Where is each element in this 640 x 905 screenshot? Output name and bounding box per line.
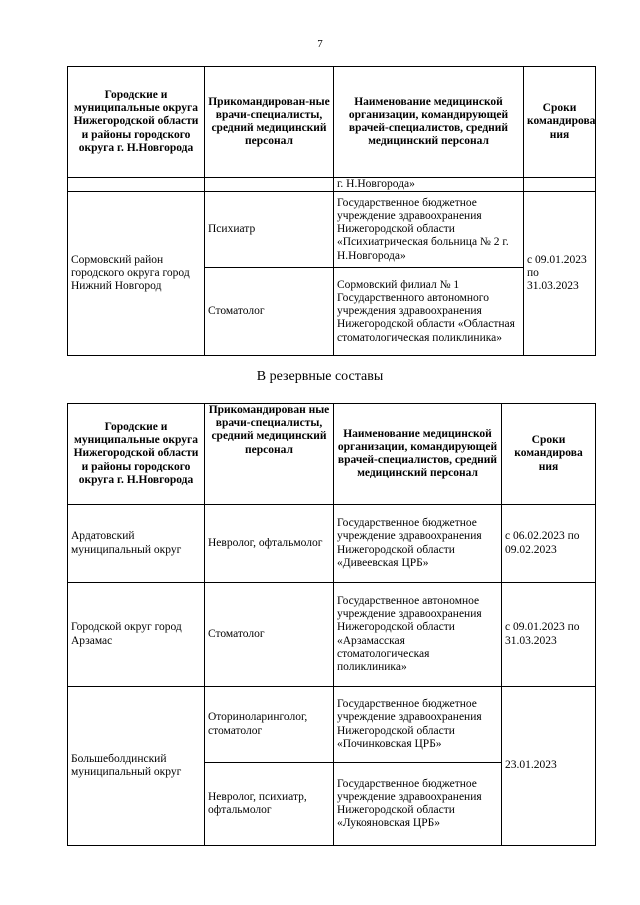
specialist-cell: Невролог, офтальмолог [205, 505, 334, 583]
page-number: 7 [317, 38, 323, 50]
dates-cell: с 06.02.2023 по 09.02.2023 [502, 505, 596, 583]
organization-cell: Государственное бюджетное учреждение здравоохранения Нижегородской области «Психиатрическая больница № 2 г. Н.Новгорода» [334, 192, 524, 268]
specialist-cell: Невролог, психиатр, офтальмолог [205, 763, 334, 846]
organization-cell: Государственное бюджетное учреждение здравоохранения Нижегородской области «Дивеевская ЦРБ» [334, 505, 502, 583]
region-cell: Большеболдинский муниципальный округ [68, 687, 205, 846]
table-header-row [68, 404, 596, 505]
table-cell [524, 178, 596, 192]
organization-cell: Государственное бюджетное учреждение здравоохранения Нижегородской области «Починковская ЦРБ» [334, 687, 502, 763]
table-row [68, 505, 596, 583]
table-row [68, 192, 596, 268]
section-title: В резервные составы [256, 369, 384, 384]
organization-cell: Государственное автономное учреждение здравоохранения Нижегородской области «Арзамасская стоматологическая поликлиника» [334, 583, 502, 687]
header-specialists: Прикомандирован ные врачи-специалисты, средний медицинский персонал [205, 404, 334, 505]
dates-cell: 23.01.2023 [502, 687, 596, 846]
region-cell: Ардатовский муниципальный округ [68, 505, 205, 583]
header-organization: Наименование медицинской организации, командирующей врачей-специалистов, средний медицинский персонал [334, 404, 502, 505]
specialist-cell: Психиатр [205, 192, 334, 268]
table-row [68, 583, 596, 687]
header-dates: Сроки командирова ния [502, 404, 596, 505]
region-cell: Сормовский район городского округа город Нижний Новгород [68, 192, 205, 356]
header-specialists: Прикомандирован-ные врачи-специалисты, средний медицинский персонал [205, 67, 334, 178]
dates-cell: с 09.01.2023 по 31.03.2023 [524, 192, 596, 356]
table-cell [205, 178, 334, 192]
specialist-cell: Оториноларинголог, стоматолог [205, 687, 334, 763]
specialist-cell: Стоматолог [205, 583, 334, 687]
organization-cell: Государственное бюджетное учреждение здравоохранения Нижегородской области «Лукояновская ЦРБ» [334, 763, 502, 846]
region-cell: Городской округ город Арзамас [68, 583, 205, 687]
header-dates: Сроки командирова ния [524, 67, 596, 178]
reserve-table [67, 403, 596, 846]
header-region: Городские и муниципальные округа Нижегородской области и районы городского округа г. Н.Новгорода [68, 404, 205, 505]
header-organization: Наименование медицинской организации, командирующей врачей-специалистов, средний медицинский персонал [334, 67, 524, 178]
dates-cell: с 09.01.2023 по 31.03.2023 [502, 583, 596, 687]
continuation-row [68, 178, 596, 192]
continuation-text: г. Н.Новгорода» [334, 178, 524, 192]
assignment-table [67, 66, 596, 356]
specialist-cell: Стоматолог [205, 268, 334, 356]
header-region: Городские и муниципальные округа Нижегородской области и районы городского округа г. Н.Новгорода [68, 67, 205, 178]
organization-cell: Сормовский филиал № 1 Государственного автономного учреждения здравоохранения Нижегородской области «Областная стоматологическая поликлиника» [334, 268, 524, 356]
table-header-row [68, 67, 596, 178]
table-cell [68, 178, 205, 192]
table-row [68, 687, 596, 763]
